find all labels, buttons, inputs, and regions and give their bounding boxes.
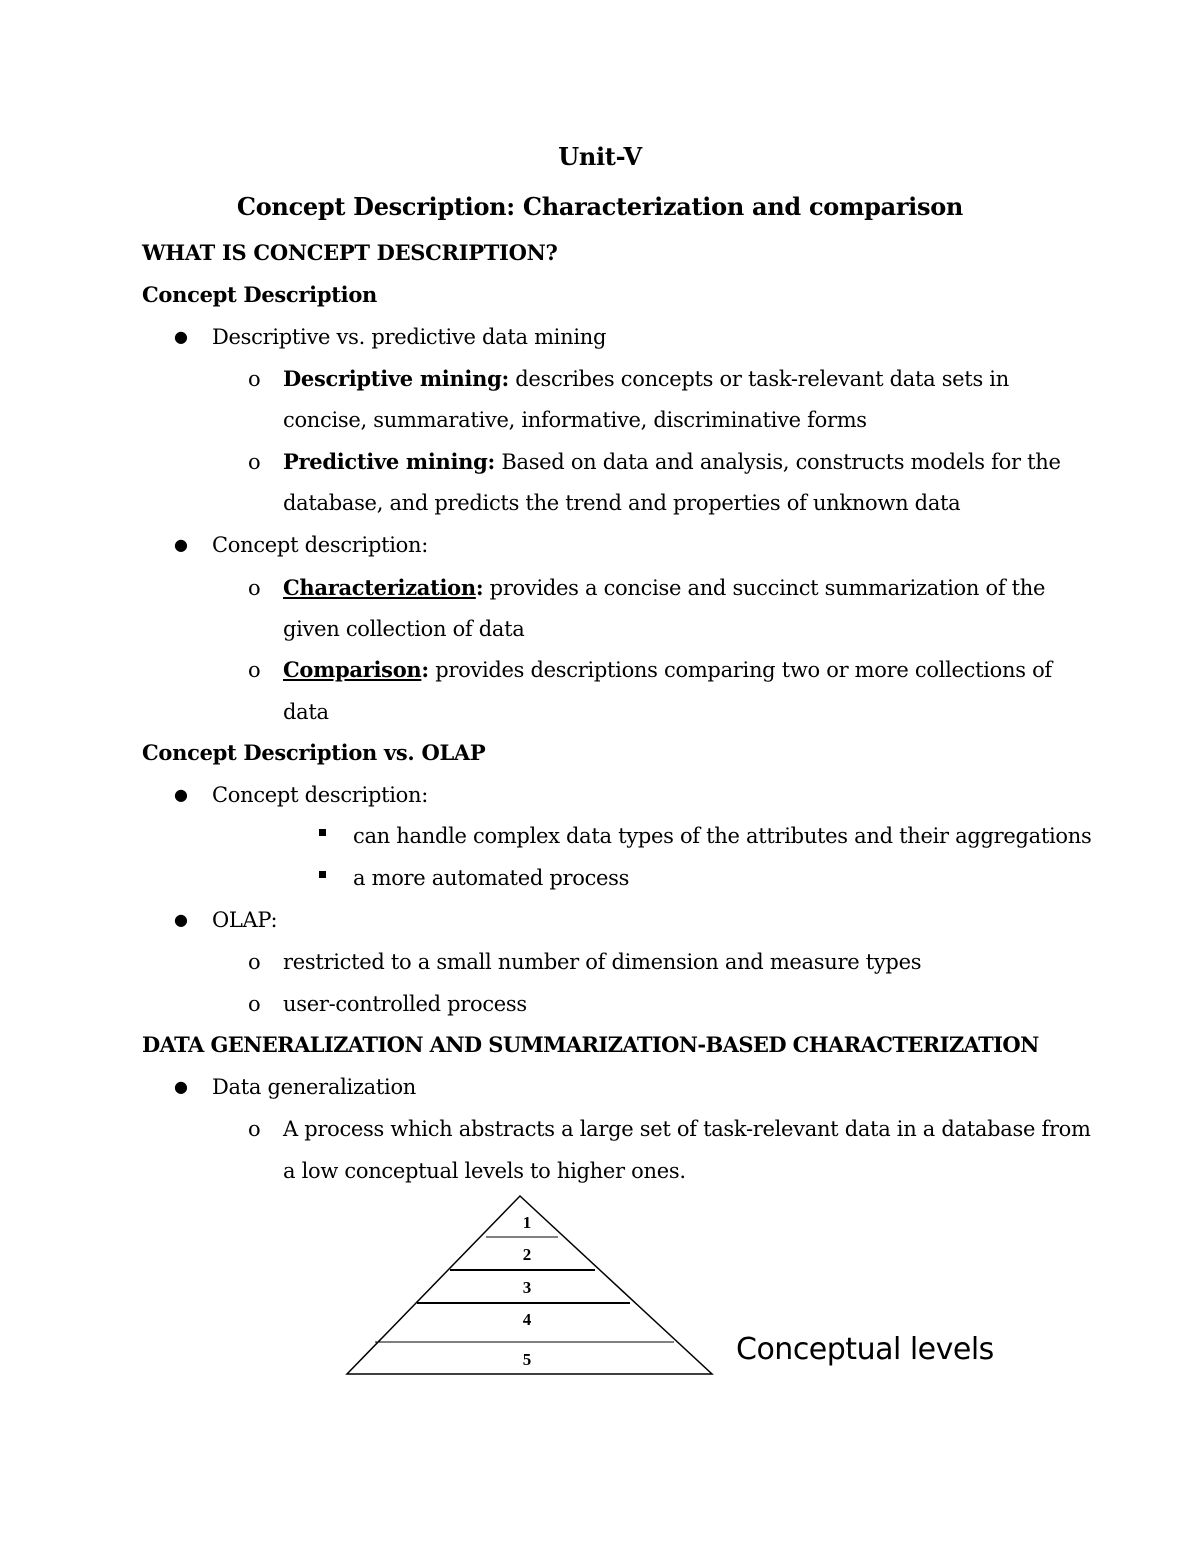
comparison-text-cont: data (283, 700, 329, 724)
square-bullet (319, 871, 326, 878)
comparison-text: provides descriptions comparing two or more collections of (428, 658, 1052, 682)
descriptive-mining-text-cont: concise, summarative, informative, discriminative forms (283, 408, 867, 432)
descriptive-mining-term: Descriptive mining: (283, 366, 509, 391)
characterization-text: provides a concise and succinct summarization of the (483, 576, 1046, 600)
pyramid-level-4: 4 (522, 1310, 532, 1329)
sub-bullet-circle: o (248, 367, 261, 391)
square-item-automated: a more automated process (353, 866, 630, 890)
bullet-descriptive-vs-predictive: Descriptive vs. predictive data mining (212, 325, 607, 349)
section-heading-data-generalization: DATA GENERALIZATION AND SUMMARIZATION-BASED CHARACTERIZATION (142, 1032, 1039, 1057)
sub-bullet-circle: o (248, 450, 261, 474)
descriptive-mining-item (283, 366, 1009, 392)
bullet-concept-description: Concept description: (212, 533, 428, 557)
document-title: Concept Description: Characterization and comparison (236, 192, 964, 221)
sub-bullet-circle: o (248, 1117, 261, 1141)
predictive-mining-text-cont: database, and predicts the trend and properties of unknown data (283, 491, 961, 515)
sub-bullet-circle: o (248, 950, 261, 974)
pyramid-level-1: 1 (522, 1213, 532, 1232)
pyramid-level-3: 3 (522, 1278, 532, 1297)
subheading-concept-description: Concept Description (142, 282, 377, 307)
generalization-process-text-cont: a low conceptual levels to higher ones. (283, 1159, 686, 1183)
conceptual-levels-pyramid (340, 1190, 720, 1382)
section-heading-what-is: WHAT IS CONCEPT DESCRIPTION? (142, 240, 558, 265)
pyramid-caption: Conceptual levels (736, 1332, 994, 1367)
bullet-dot: ● (174, 1077, 188, 1096)
bullet-dot: ● (174, 535, 188, 554)
square-bullet (319, 829, 326, 836)
generalization-process-text: A process which abstracts a large set of task-relevant data in a database from (283, 1117, 1091, 1141)
bullet-dot: ● (174, 910, 188, 929)
characterization-term: Characterization (283, 575, 476, 600)
square-item-complex-data: can handle complex data types of the attributes and their aggregations (353, 824, 1092, 848)
sub-bullet-circle: o (248, 658, 261, 682)
comparison-item (283, 657, 1052, 683)
bullet-dot: ● (174, 327, 188, 346)
predictive-mining-term: Predictive mining: (283, 449, 495, 474)
olap-user-controlled-item: user-controlled process (283, 992, 527, 1016)
bullet-data-generalization: Data generalization (212, 1075, 417, 1099)
subheading-concept-vs-olap: Concept Description vs. OLAP (142, 740, 486, 765)
characterization-colon: : (475, 575, 484, 600)
descriptive-mining-text: describes concepts or task-relevant data sets in (508, 367, 1009, 391)
pyramid-level-2: 2 (522, 1245, 532, 1264)
pyramid-level-5: 5 (522, 1350, 532, 1369)
predictive-mining-item (283, 449, 1061, 475)
sub-bullet-circle: o (248, 992, 261, 1016)
unit-title: Unit-V (558, 142, 642, 171)
bullet-olap: OLAP: (212, 908, 278, 932)
comparison-colon: : (421, 657, 429, 682)
olap-restricted-item: restricted to a small number of dimension and measure types (283, 950, 922, 974)
comparison-term: Comparison (283, 657, 422, 682)
characterization-item (283, 575, 1045, 601)
bullet-dot: ● (174, 785, 188, 804)
characterization-text-cont: given collection of data (283, 617, 525, 641)
bullet-concept-description-2: Concept description: (212, 783, 428, 807)
sub-bullet-circle: o (248, 576, 261, 600)
predictive-mining-text: Based on data and analysis, constructs models for the (494, 450, 1061, 474)
